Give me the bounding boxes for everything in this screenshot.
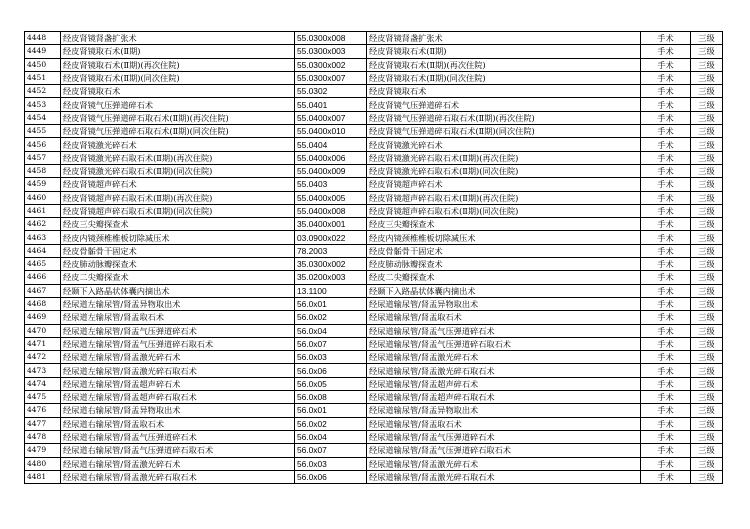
code-name-cell: 经颞下入路晶状体囊内摘出术 (367, 284, 641, 297)
code-name-cell: 经皮肾镜超声碎石术 (367, 178, 641, 191)
row-number-cell: 4448 (25, 32, 61, 45)
table-row (25, 111, 723, 124)
procedure-type-cell: 手术 (641, 58, 691, 71)
table-row (25, 311, 723, 324)
code-name-cell: 经皮肾镜气压弹道碎石取石术(Ⅱ期)(同次住院) (367, 125, 641, 138)
row-number-cell: 4463 (25, 231, 61, 244)
procedure-type-cell: 手术 (641, 364, 691, 377)
procedure-grade-cell: 三级 (691, 311, 723, 324)
procedure-name-cell: 经尿道右输尿管/肾盂气压弹道碎石取石术 (61, 444, 295, 457)
procedure-type-cell: 手术 (641, 151, 691, 164)
table-row (25, 284, 723, 297)
code-name-cell: 经皮肾镜超声碎石取石术(Ⅱ期)(同次住院) (367, 204, 641, 217)
row-number-cell: 4451 (25, 71, 61, 84)
procedure-grade-cell: 三级 (691, 470, 723, 483)
code-name-cell: 经皮肾镜激光碎石术 (367, 138, 641, 151)
procedure-grade-cell: 三级 (691, 204, 723, 217)
row-number-cell: 4449 (25, 45, 61, 58)
procedure-type-cell: 手术 (641, 377, 691, 390)
procedure-name-cell: 经皮肾镜超声碎石取石术(Ⅱ期)(同次住院) (61, 204, 295, 217)
code-name-cell: 经皮肾镜激光碎石取石术(Ⅱ期)(再次住院) (367, 151, 641, 164)
procedure-code-cell: 78.2003 (295, 244, 367, 257)
procedure-grade-cell: 三级 (691, 271, 723, 284)
procedure-grade-cell: 三级 (691, 164, 723, 177)
procedure-name-cell: 经皮肾镜取石术 (61, 85, 295, 98)
table-row (25, 364, 723, 377)
procedure-type-cell: 手术 (641, 32, 691, 45)
code-name-cell: 经尿道输尿管/肾盂激光碎石取石术 (367, 364, 641, 377)
row-number-cell: 4470 (25, 324, 61, 337)
procedure-name-cell: 经颞下入路晶状体囊内摘出术 (61, 284, 295, 297)
procedure-grade-cell: 三级 (691, 337, 723, 350)
code-name-cell: 经尿道输尿管/肾盂激光碎石取石术 (367, 470, 641, 483)
procedure-name-cell: 经尿道左输尿管/肾盂超声碎石术 (61, 377, 295, 390)
procedure-name-cell: 经尿道左输尿管/肾盂气压弹道碎石取石术 (61, 337, 295, 350)
procedure-name-cell: 经皮肾镜气压弹道碎石术 (61, 98, 295, 111)
row-number-cell: 4478 (25, 430, 61, 443)
table-row (25, 125, 723, 138)
table-row (25, 258, 723, 271)
code-name-cell: 经皮肾镜取石术(Ⅱ期) (367, 45, 641, 58)
procedure-grade-cell: 三级 (691, 404, 723, 417)
table-row (25, 351, 723, 364)
procedure-name-cell: 经皮肾镜激光碎石取石术(Ⅱ期)(同次住院) (61, 164, 295, 177)
code-name-cell: 经皮肾镜取石术(Ⅱ期)(同次住院) (367, 71, 641, 84)
procedure-type-cell: 手术 (641, 351, 691, 364)
table-row (25, 98, 723, 111)
procedure-name-cell: 经尿道左输尿管/肾盂激光碎石取石术 (61, 364, 295, 377)
procedure-name-cell: 经尿道右输尿管/肾盂异物取出术 (61, 404, 295, 417)
table-row (25, 45, 723, 58)
procedure-type-cell: 手术 (641, 284, 691, 297)
procedure-code-cell: 56.0x08 (295, 391, 367, 404)
procedure-name-cell: 经尿道左输尿管/肾盂气压弹道碎石术 (61, 324, 295, 337)
procedure-code-cell: 55.0400x008 (295, 204, 367, 217)
row-number-cell: 4464 (25, 244, 61, 257)
row-number-cell: 4479 (25, 444, 61, 457)
code-name-cell: 经皮二尖瓣探查术 (367, 271, 641, 284)
row-number-cell: 4452 (25, 85, 61, 98)
procedure-code-cell: 56.0x03 (295, 351, 367, 364)
procedure-code-cell: 56.0x07 (295, 444, 367, 457)
procedure-type-cell: 手术 (641, 178, 691, 191)
procedure-code-cell: 55.0404 (295, 138, 367, 151)
row-number-cell: 4465 (25, 258, 61, 271)
code-name-cell: 经尿道输尿管/肾盂气压弹道碎石取石术 (367, 337, 641, 350)
procedure-grade-cell: 三级 (691, 191, 723, 204)
procedure-name-cell: 经尿道右输尿管/肾盂激光碎石术 (61, 457, 295, 470)
table-row (25, 218, 723, 231)
code-name-cell: 经皮三尖瓣探查术 (367, 218, 641, 231)
procedure-code-cell: 13.1100 (295, 284, 367, 297)
procedure-code-cell: 56.0x07 (295, 337, 367, 350)
row-number-cell: 4454 (25, 111, 61, 124)
row-number-cell: 4471 (25, 337, 61, 350)
procedure-grade-cell: 三级 (691, 297, 723, 310)
table-row (25, 457, 723, 470)
procedure-grade-cell: 三级 (691, 178, 723, 191)
procedure-type-cell: 手术 (641, 138, 691, 151)
procedure-code-cell: 55.0400x006 (295, 151, 367, 164)
procedure-type-cell: 手术 (641, 311, 691, 324)
procedure-grade-cell: 三级 (691, 111, 723, 124)
procedure-name-cell: 经皮肾镜取石术(Ⅱ期) (61, 45, 295, 58)
code-name-cell: 经皮内镜颈椎椎板切除减压术 (367, 231, 641, 244)
procedure-type-cell: 手术 (641, 164, 691, 177)
procedure-type-cell: 手术 (641, 457, 691, 470)
procedure-code-cell: 55.0400x009 (295, 164, 367, 177)
row-number-cell: 4457 (25, 151, 61, 164)
table-row (25, 164, 723, 177)
code-name-cell: 经皮肾镜肾盏扩张术 (367, 32, 641, 45)
procedure-name-cell: 经皮肾镜气压弹道碎石取石术(Ⅱ期)(同次住院) (61, 125, 295, 138)
procedure-name-cell: 经皮肾镜气压弹道碎石取石术(Ⅱ期)(再次住院) (61, 111, 295, 124)
procedure-code-cell: 56.0x06 (295, 470, 367, 483)
code-name-cell: 经尿道输尿管/肾盂气压弹道碎石术 (367, 430, 641, 443)
procedure-grade-cell: 三级 (691, 377, 723, 390)
procedure-type-cell: 手术 (641, 244, 691, 257)
procedure-code-cell: 56.0x01 (295, 404, 367, 417)
procedure-grade-cell: 三级 (691, 258, 723, 271)
procedure-grade-cell: 三级 (691, 417, 723, 430)
table-body (25, 32, 723, 484)
row-number-cell: 4461 (25, 204, 61, 217)
procedure-name-cell: 经皮肾镜激光碎石术 (61, 138, 295, 151)
table-row (25, 444, 723, 457)
table-row (25, 85, 723, 98)
code-name-cell: 经皮肾镜超声碎石取石术(Ⅱ期)(再次住院) (367, 191, 641, 204)
procedure-code-cell: 55.0403 (295, 178, 367, 191)
table-row (25, 324, 723, 337)
procedure-type-cell: 手术 (641, 324, 691, 337)
procedure-code-cell: 35.0200x003 (295, 271, 367, 284)
procedure-grade-cell: 三级 (691, 98, 723, 111)
procedure-code-cell: 55.0300x008 (295, 32, 367, 45)
procedure-code-cell: 35.0300x002 (295, 258, 367, 271)
procedure-grade-cell: 三级 (691, 391, 723, 404)
procedure-grade-cell: 三级 (691, 244, 723, 257)
procedure-type-cell: 手术 (641, 204, 691, 217)
row-number-cell: 4473 (25, 364, 61, 377)
procedure-type-cell: 手术 (641, 271, 691, 284)
procedure-type-cell: 手术 (641, 391, 691, 404)
code-name-cell: 经尿道输尿管/肾盂超声碎石取石术 (367, 391, 641, 404)
code-name-cell: 经尿道输尿管/肾盂超声碎石术 (367, 377, 641, 390)
procedure-code-cell: 55.0401 (295, 98, 367, 111)
code-name-cell: 经尿道输尿管/肾盂激光碎石术 (367, 457, 641, 470)
procedure-type-cell: 手术 (641, 297, 691, 310)
procedure-code-cell: 56.0x04 (295, 430, 367, 443)
procedure-name-cell: 经尿道左输尿管/肾盂取石术 (61, 311, 295, 324)
procedure-type-cell: 手术 (641, 111, 691, 124)
table-row (25, 138, 723, 151)
row-number-cell: 4450 (25, 58, 61, 71)
row-number-cell: 4475 (25, 391, 61, 404)
procedure-code-cell: 55.0300x002 (295, 58, 367, 71)
row-number-cell: 4466 (25, 271, 61, 284)
table-row (25, 71, 723, 84)
procedure-grade-cell: 三级 (691, 364, 723, 377)
procedure-code-cell: 55.0400x010 (295, 125, 367, 138)
procedure-code-cell: 55.0302 (295, 85, 367, 98)
procedure-grade-cell: 三级 (691, 218, 723, 231)
procedure-name-cell: 经皮肾镜取石术(Ⅱ期)(同次住院) (61, 71, 295, 84)
code-name-cell: 经尿道输尿管/肾盂激光碎石术 (367, 351, 641, 364)
code-name-cell: 经尿道输尿管/肾盂异物取出术 (367, 297, 641, 310)
procedure-code-cell: 56.0x03 (295, 457, 367, 470)
row-number-cell: 4455 (25, 125, 61, 138)
procedure-type-cell: 手术 (641, 444, 691, 457)
row-number-cell: 4480 (25, 457, 61, 470)
procedure-code-cell: 56.0x04 (295, 324, 367, 337)
procedure-grade-cell: 三级 (691, 58, 723, 71)
code-name-cell: 经皮肾镜气压弹道碎石术 (367, 98, 641, 111)
procedure-name-cell: 经皮肺动脉瓣探查术 (61, 258, 295, 271)
procedure-type-cell: 手术 (641, 71, 691, 84)
table-row (25, 231, 723, 244)
table-row (25, 377, 723, 390)
procedure-table (24, 31, 723, 484)
code-name-cell: 经皮骨骺骨干固定术 (367, 244, 641, 257)
code-name-cell: 经皮肾镜气压弹道碎石取石术(Ⅱ期)(再次住院) (367, 111, 641, 124)
table-row (25, 178, 723, 191)
procedure-code-cell: 56.0x02 (295, 311, 367, 324)
procedure-name-cell: 经皮肾镜取石术(Ⅱ期)(再次住院) (61, 58, 295, 71)
row-number-cell: 4477 (25, 417, 61, 430)
procedure-grade-cell: 三级 (691, 444, 723, 457)
table-row (25, 404, 723, 417)
procedure-type-cell: 手术 (641, 85, 691, 98)
procedure-grade-cell: 三级 (691, 231, 723, 244)
procedure-name-cell: 经尿道左输尿管/肾盂超声碎石取石术 (61, 391, 295, 404)
procedure-name-cell: 经皮二尖瓣探查术 (61, 271, 295, 284)
row-number-cell: 4468 (25, 297, 61, 310)
code-name-cell: 经皮肾镜取石术 (367, 85, 641, 98)
procedure-name-cell: 经尿道左输尿管/肾盂异物取出术 (61, 297, 295, 310)
procedure-name-cell: 经皮骨骺骨干固定术 (61, 244, 295, 257)
procedure-name-cell: 经皮肾镜超声碎石术 (61, 178, 295, 191)
table-row (25, 204, 723, 217)
row-number-cell: 4474 (25, 377, 61, 390)
procedure-type-cell: 手术 (641, 404, 691, 417)
procedure-name-cell: 经皮肾镜超声碎石取石术(Ⅱ期)(再次住院) (61, 191, 295, 204)
procedure-type-cell: 手术 (641, 125, 691, 138)
table-row (25, 32, 723, 45)
table-row (25, 191, 723, 204)
procedure-grade-cell: 三级 (691, 151, 723, 164)
table-row (25, 391, 723, 404)
procedure-type-cell: 手术 (641, 417, 691, 430)
table-row (25, 58, 723, 71)
procedure-name-cell: 经皮三尖瓣探查术 (61, 218, 295, 231)
procedure-grade-cell: 三级 (691, 32, 723, 45)
procedure-code-cell: 56.0x05 (295, 377, 367, 390)
table-row (25, 430, 723, 443)
procedure-grade-cell: 三级 (691, 430, 723, 443)
procedure-code-cell: 56.0x01 (295, 297, 367, 310)
procedure-type-cell: 手术 (641, 45, 691, 58)
procedure-name-cell: 经尿道右输尿管/肾盂气压弹道碎石术 (61, 430, 295, 443)
row-number-cell: 4481 (25, 470, 61, 483)
code-name-cell: 经皮肺动脉瓣探查术 (367, 258, 641, 271)
procedure-type-cell: 手术 (641, 258, 691, 271)
table-row (25, 417, 723, 430)
row-number-cell: 4467 (25, 284, 61, 297)
table-row (25, 337, 723, 350)
code-name-cell: 经皮肾镜取石术(Ⅱ期)(再次住院) (367, 58, 641, 71)
row-number-cell: 4459 (25, 178, 61, 191)
procedure-type-cell: 手术 (641, 191, 691, 204)
procedure-name-cell: 经皮肾镜肾盏扩张术 (61, 32, 295, 45)
row-number-cell: 4460 (25, 191, 61, 204)
procedure-type-cell: 手术 (641, 470, 691, 483)
procedure-grade-cell: 三级 (691, 457, 723, 470)
procedure-code-cell: 35.0400x001 (295, 218, 367, 231)
code-name-cell: 经尿道输尿管/肾盂气压弹道碎石术 (367, 324, 641, 337)
code-name-cell: 经尿道输尿管/肾盂取石术 (367, 417, 641, 430)
code-name-cell: 经尿道输尿管/肾盂气压弹道碎石取石术 (367, 444, 641, 457)
procedure-type-cell: 手术 (641, 98, 691, 111)
row-number-cell: 4469 (25, 311, 61, 324)
procedure-code-cell: 03.0900x022 (295, 231, 367, 244)
code-name-cell: 经尿道输尿管/肾盂取石术 (367, 311, 641, 324)
procedure-type-cell: 手术 (641, 218, 691, 231)
row-number-cell: 4458 (25, 164, 61, 177)
procedure-code-cell: 56.0x06 (295, 364, 367, 377)
procedure-grade-cell: 三级 (691, 324, 723, 337)
procedure-grade-cell: 三级 (691, 138, 723, 151)
procedure-code-cell: 56.0x02 (295, 417, 367, 430)
code-name-cell: 经皮肾镜激光碎石取石术(Ⅱ期)(同次住院) (367, 164, 641, 177)
row-number-cell: 4476 (25, 404, 61, 417)
procedure-name-cell: 经皮肾镜激光碎石取石术(Ⅱ期)(再次住院) (61, 151, 295, 164)
procedure-code-cell: 55.0300x003 (295, 45, 367, 58)
procedure-code-cell: 55.0300x007 (295, 71, 367, 84)
procedure-grade-cell: 三级 (691, 351, 723, 364)
row-number-cell: 4462 (25, 218, 61, 231)
procedure-grade-cell: 三级 (691, 125, 723, 138)
procedure-grade-cell: 三级 (691, 45, 723, 58)
procedure-name-cell: 经皮内镜颈椎椎板切除减压术 (61, 231, 295, 244)
row-number-cell: 4453 (25, 98, 61, 111)
procedure-name-cell: 经尿道右输尿管/肾盂激光碎石取石术 (61, 470, 295, 483)
table-row (25, 271, 723, 284)
table-row (25, 244, 723, 257)
table-row (25, 470, 723, 483)
procedure-type-cell: 手术 (641, 430, 691, 443)
row-number-cell: 4456 (25, 138, 61, 151)
procedure-code-cell: 55.0400x005 (295, 191, 367, 204)
table-row (25, 297, 723, 310)
procedure-grade-cell: 三级 (691, 85, 723, 98)
procedure-type-cell: 手术 (641, 337, 691, 350)
table-row (25, 151, 723, 164)
procedure-name-cell: 经尿道右输尿管/肾盂取石术 (61, 417, 295, 430)
procedure-type-cell: 手术 (641, 231, 691, 244)
code-name-cell: 经尿道输尿管/肾盂异物取出术 (367, 404, 641, 417)
procedure-grade-cell: 三级 (691, 284, 723, 297)
procedure-name-cell: 经尿道左输尿管/肾盂激光碎石术 (61, 351, 295, 364)
procedure-code-cell: 55.0400x007 (295, 111, 367, 124)
procedure-grade-cell: 三级 (691, 71, 723, 84)
row-number-cell: 4472 (25, 351, 61, 364)
